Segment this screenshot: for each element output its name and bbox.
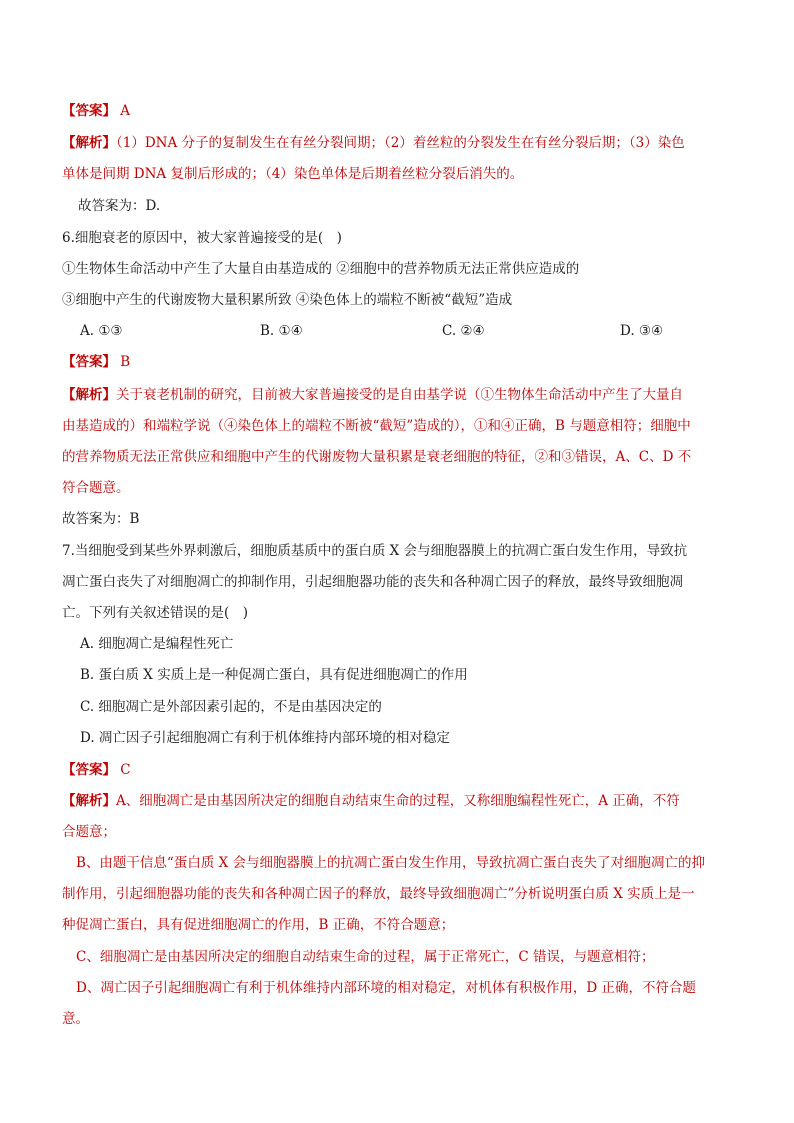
answer-value: A: [120, 103, 131, 119]
q6-option-d: D. ③④: [620, 323, 664, 339]
q7-analysis-line-7: D、凋亡因子引起细胞凋亡有利于机体维持内部环境的相对稳定，对机体有积极作用，D 正确，不符合题: [76, 980, 696, 996]
q7-analysis-line-1: 【解析】A、细胞凋亡是由基因所决定的细胞自动结束生命的过程，又称细胞编程性死亡，A 正确，不符: [62, 793, 680, 809]
q6-analysis-line-3: 的营养物质无法正常供应和细胞中产生的代谢废物大量积累是衰老细胞的特征，②和③错误，A、C、D 不: [62, 449, 692, 465]
q7-stem-line-1: 7.当细胞受到某些外界刺激后，细胞质基质中的蛋白质 X 会与细胞器膜上的抗凋亡蛋白发生作用，导致抗: [62, 543, 688, 559]
q7-analysis-line-4: 制作用，引起细胞器功能的丧失和各种凋亡因子的释放，最终导致细胞凋亡”分析说明蛋白质 X 实质上是一: [62, 886, 695, 902]
q5-conclusion: 故答案为：D.: [78, 198, 161, 214]
q7-option-b: B. 蛋白质 X 实质上是一种促凋亡蛋白，具有促进细胞凋亡的作用: [80, 667, 468, 683]
q6-option-c: C. ②④: [442, 323, 485, 339]
q7-analysis-line-5: 种促凋亡蛋白，具有促进细胞凋亡的作用，B 正确，不符合题意；: [62, 917, 455, 933]
analysis-tag: 【解析】: [62, 387, 116, 403]
answer-value: C: [120, 762, 131, 778]
q6-option-a: A. ①③: [80, 323, 123, 339]
q5-analysis-line-1: 【解析】（1）DNA 分子的复制发生在有丝分裂间期；（2）着丝粒的分裂发生在有丝分裂后期；（3）染色: [62, 135, 685, 151]
q7-answer-line: [62, 760, 732, 780]
q6-analysis-line-4: 符合题意。: [62, 480, 130, 496]
q7-option-a: A. 细胞凋亡是编程性死亡: [80, 636, 234, 652]
q7-analysis-line-2: 合题意；: [62, 824, 116, 840]
answer-value: B: [120, 354, 131, 370]
q6-statement-2: ③细胞中产生的代谢废物大量积累所致 ④染色体上的端粒不断被“截短”造成: [62, 292, 513, 308]
q7-analysis-line-8: 意。: [62, 1011, 89, 1027]
q7-option-d: D. 凋亡因子引起细胞凋亡有利于机体维持内部环境的相对稳定: [80, 730, 450, 746]
q6-stem: 6.细胞衰老的原因中，被大家普遍接受的是( ): [62, 230, 342, 246]
answer-tag: 【答案】: [62, 103, 116, 119]
q5-analysis-line-2: 单体是间期 DNA 复制后形成的；（4）染色单体是后期着丝粒分裂后消失的。: [62, 166, 524, 182]
q6-conclusion: 故答案为：B: [62, 511, 140, 527]
analysis-tag: 【解析】: [62, 793, 116, 809]
q7-stem-line-3: 亡。下列有关叙述错误的是( ): [62, 605, 249, 621]
q5-answer-line: [62, 101, 732, 121]
answer-tag: 【答案】: [62, 762, 116, 778]
q6-analysis-line-1: 【解析】关于衰老机制的研究，目前被大家普遍接受的是自由基学说（①生物体生命活动中产生了大量自: [62, 387, 683, 403]
q7-analysis-line-3: B、由题干信息“蛋白质 X 会与细胞器膜上的抗凋亡蛋白发生作用，导致抗凋亡蛋白丧失了对细胞凋亡的抑: [76, 855, 706, 871]
q7-analysis-line-6: C、细胞凋亡是由基因所决定的细胞自动结束生命的过程，属于正常死亡，C 错误，与题意相符；: [76, 949, 655, 965]
q6-answer-line: [62, 352, 732, 372]
q7-option-c: C. 细胞凋亡是外部因素引起的，不是由基因决定的: [80, 699, 382, 715]
q6-statement-1: ①生物体生命活动中产生了大量自由基造成的 ②细胞中的营养物质无法正常供应造成的: [62, 261, 580, 277]
q7-stem-line-2: 凋亡蛋白丧失了对细胞凋亡的抑制作用，引起细胞器功能的丧失和各种凋亡因子的释放，最终导致细胞凋: [62, 574, 683, 590]
answer-tag: 【答案】: [62, 354, 116, 370]
q6-analysis-line-2: 由基造成的）和端粒学说（④染色体上的端粒不断被“截短”造成的），①和④正确，B 与题意相符；细胞中: [62, 418, 691, 434]
analysis-tag: 【解析】: [62, 135, 116, 151]
q6-option-b: B. ①④: [260, 323, 303, 339]
